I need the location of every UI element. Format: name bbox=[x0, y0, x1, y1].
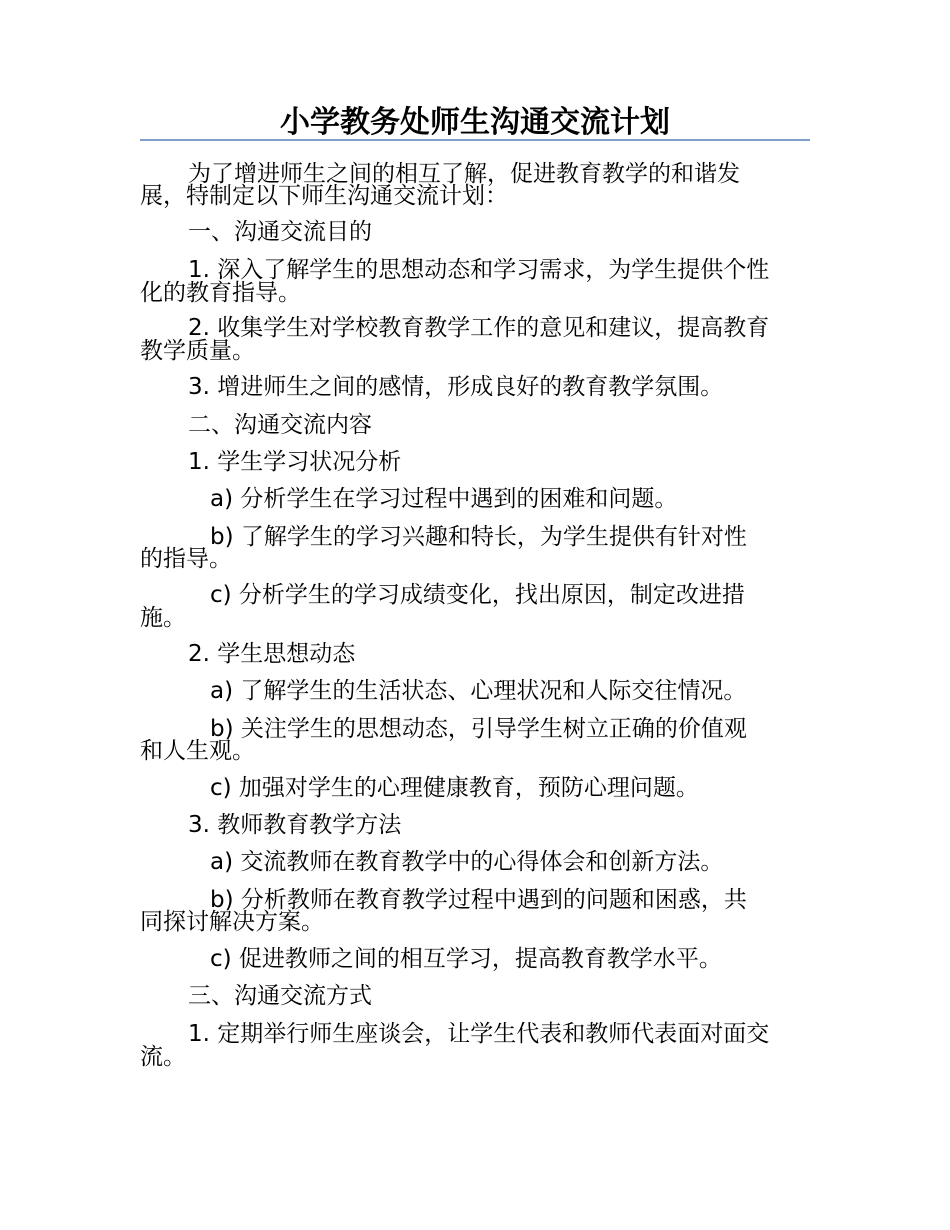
section-heading-purpose: 一、沟通交流目的 bbox=[188, 219, 372, 245]
purpose-item-2-line-2: 教学质量。 bbox=[140, 338, 255, 364]
methods-item-1-line-2: 流。 bbox=[140, 1044, 186, 1070]
content-item-3: 3. 教师教育教学方法 bbox=[188, 812, 402, 838]
content-item-1: 1. 学生学习状况分析 bbox=[188, 449, 402, 475]
content-item-2-b-line-2: 和人生观。 bbox=[140, 738, 255, 764]
content-item-2-b-line-1: b) 关注学生的思想动态，引导学生树立正确的价值观 bbox=[210, 716, 747, 742]
intro-paragraph-line-1: 为了增进师生之间的相互了解，促进教育教学的和谐发 bbox=[188, 161, 740, 187]
section-heading-content: 二、沟通交流内容 bbox=[188, 412, 372, 438]
content-item-2-c: c) 加强对学生的心理健康教育，预防心理问题。 bbox=[210, 775, 699, 801]
content-item-3-b-line-1: b) 分析教师在教育教学过程中遇到的问题和困惑，共 bbox=[210, 887, 747, 913]
methods-item-1-line-1: 1. 定期举行师生座谈会，让学生代表和教师代表面对面交 bbox=[188, 1021, 770, 1047]
content-item-3-c: c) 促进教师之间的相互学习，提高教育教学水平。 bbox=[210, 946, 722, 972]
purpose-item-3: 3. 增进师生之间的感情，形成良好的教育教学氛围。 bbox=[188, 374, 724, 400]
page-title: 小学教务处师生沟通交流计划 bbox=[280, 105, 670, 140]
section-heading-methods: 三、沟通交流方式 bbox=[188, 983, 372, 1009]
content-item-1-c-line-1: c) 分析学生的学习成绩变化，找出原因，制定改进措 bbox=[210, 582, 745, 608]
intro-paragraph-line-2: 展，特制定以下师生沟通交流计划： bbox=[140, 183, 508, 209]
content-item-1-b-line-1: b) 了解学生的学习兴趣和特长，为学生提供有针对性 bbox=[210, 524, 747, 550]
content-item-3-b-line-2: 同探讨解决方案。 bbox=[140, 909, 324, 935]
content-item-1-c-line-2: 施。 bbox=[140, 605, 186, 631]
content-item-1-b-line-2: 的指导。 bbox=[140, 546, 232, 572]
title-underline bbox=[140, 139, 810, 141]
purpose-item-1-line-1: 1. 深入了解学生的思想动态和学习需求，为学生提供个性 bbox=[188, 257, 770, 283]
purpose-item-2-line-1: 2. 收集学生对学校教育教学工作的意见和建议，提高教育 bbox=[188, 315, 770, 341]
purpose-item-1-line-2: 化的教育指导。 bbox=[140, 280, 301, 306]
content-item-2-a: a) 了解学生的生活状态、心理状况和人际交往情况。 bbox=[210, 678, 747, 704]
content-item-2: 2. 学生思想动态 bbox=[188, 641, 356, 667]
content-item-1-a: a) 分析学生在学习过程中遇到的困难和问题。 bbox=[210, 486, 678, 512]
content-item-3-a: a) 交流教师在教育教学中的心得体会和创新方法。 bbox=[210, 849, 724, 875]
